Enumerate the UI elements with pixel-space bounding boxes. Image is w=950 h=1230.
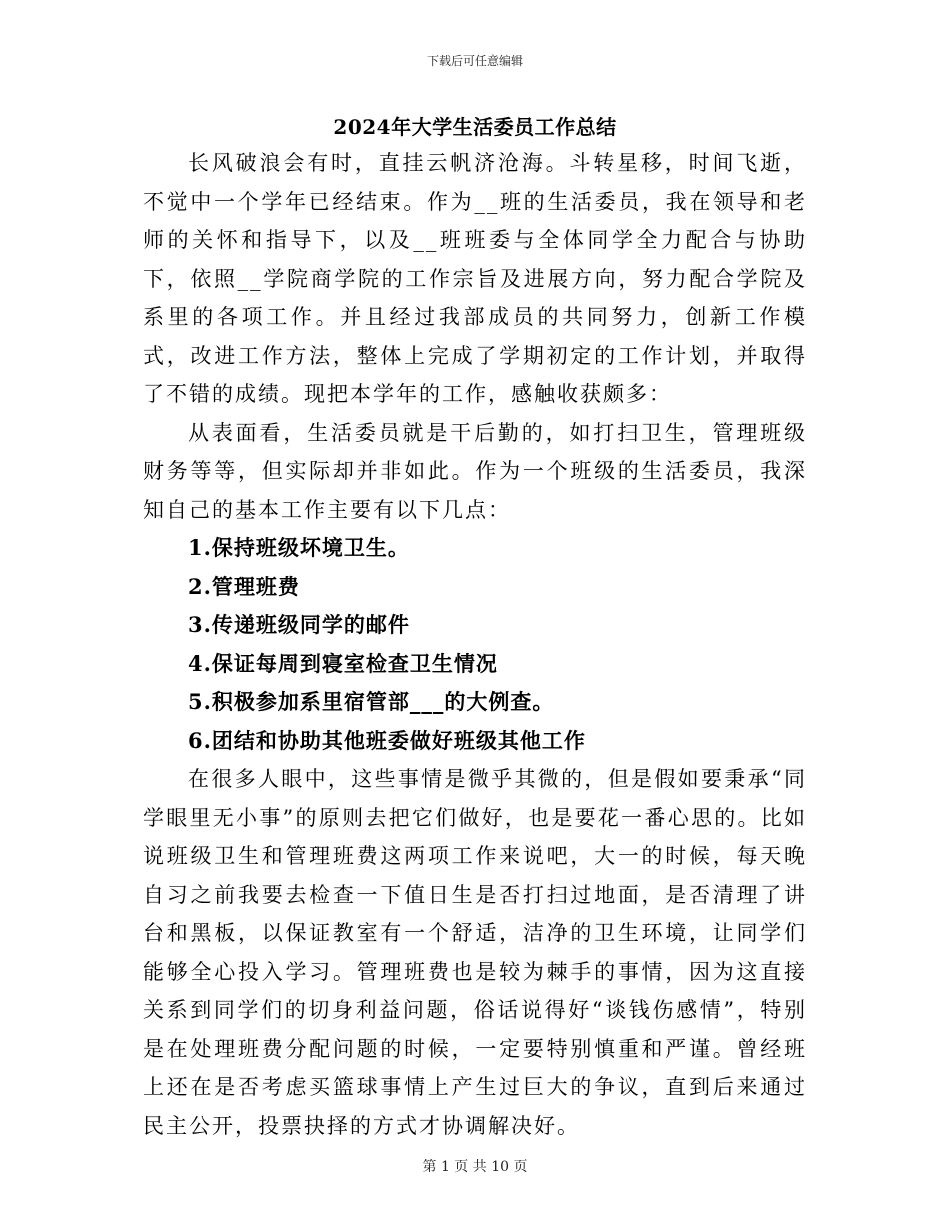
list-item: 1.保持班级坏境卫生。 <box>188 535 410 560</box>
paragraph-duties: 从表面看，生活委员就是干后勤的，如打扫卫生，管理班级财务等等，但实际却并非如此。作为一个班级的生活委员，我深知自己的基本工作主要有以下几点： <box>143 420 807 522</box>
header-note: 下载后可任意编辑 <box>426 54 523 68</box>
document-body <box>143 144 807 1145</box>
list-item: 4.保证每周到寝室检查卫生情况 <box>188 650 498 676</box>
list-item: 5.积极参加系里宿管部___的大例查。 <box>188 689 555 714</box>
paragraph-details: 在很多人眼中，这些事情是微乎其微的，但是假如要秉承“同学眼里无小事”的原则去把它们做好，也是要花一番心思的。比如说班级卫生和管理班费这两项工作来说吧，大一的时候，每天晚自习之前我要去检查一下值日生是否打扫过地面，是否清理了讲台和黑板，以保证教室有一个舒适，洁净的卫生环境，让同学们能够全心投入学习。管理班费也是较为棘手的事情，因为这直接关系到同学们的切身利益问题，俗话说得好“谈钱伤感情”，特别是在处理班费分配问题的时候，一定要特别慎重和严谨。曾经班上还在是否考虑买篮球事情上产生过巨大的争议，直到后来通过民主公开，投票抉择的方式才协调解决好。 <box>143 767 807 1138</box>
page-number: 第 1 页 共 10 页 <box>422 1159 528 1175</box>
document-title: 2024年大学生活委员工作总结 <box>333 115 617 139</box>
list-item: 2.管理班费 <box>188 573 300 599</box>
list-item: 6.团结和协助其他班委做好班级其他工作 <box>188 727 586 753</box>
list-item: 3.传递班级同学的邮件 <box>188 612 410 637</box>
paragraph-intro: 长风破浪会有时，直挂云帆济沧海。斗转星移，时间飞逝，不觉中一个学年已经结束。作为__班的生活委员，我在领导和老师的关怀和指导下，以及__班班委与全体同学全力配合与协助下，依照__学院商学院的工作宗旨及进展方向，努力配合学院及系里的各项工作。并且经过我部成员的共同努力，创新工作模式，改进工作方法，整体上完成了学期初定的工作计划，并取得了不错的成绩。现把本学年的工作，感触收获颇多： <box>143 151 807 406</box>
